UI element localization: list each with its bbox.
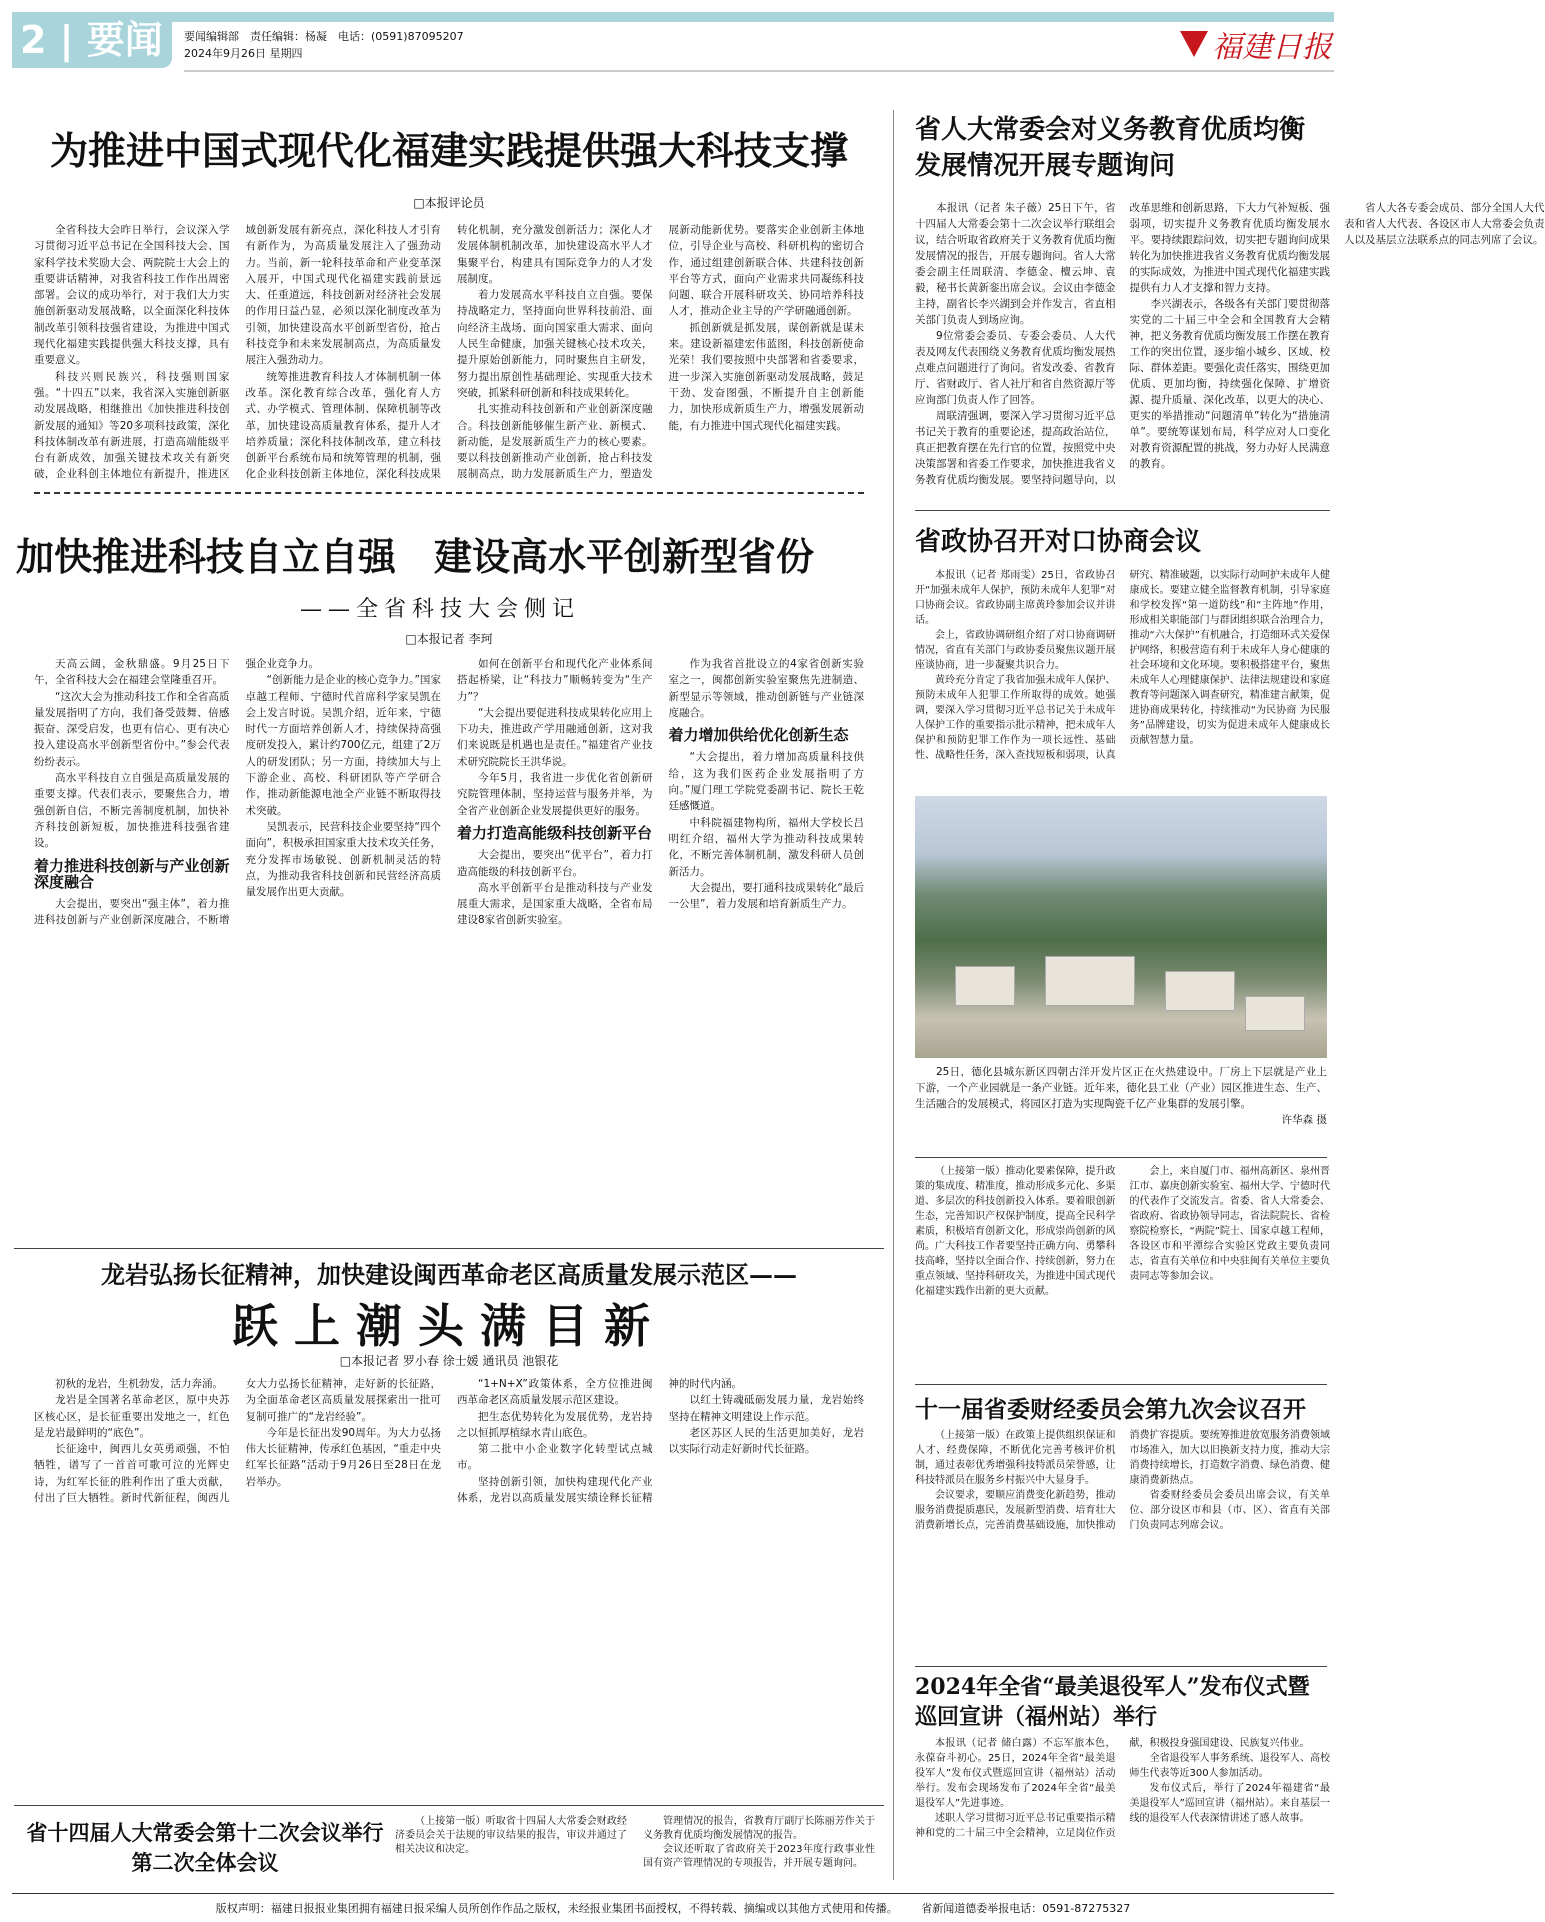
paragraph: （上接第一版）在政策上提供组织保证和人才、经费保障，不断优化完善考核评价机制，通过表彰优秀增强科技特派员荣誉感，让科技特派员在服务乡村振兴中大显身手。 [915, 1430, 1116, 1486]
paragraph: 会上，省政协调研组介绍了对口协商调研情况，省直有关部门与政协委员聚焦议题开展座谈协商，进一步凝聚共识合力。 [915, 630, 1116, 671]
article1-byline: □本报评论员 [413, 196, 485, 210]
paragraph: 全省退役军人事务系统、退役军人、高校师生代表等近300人参加活动。 [1129, 1753, 1330, 1779]
paragraph: 周联清强调，要深入学习贯彻习近平总书记关于教育的重要论述，提高政治站位，真正把教育摆在先行官的位置，按照党中央决策部署和省委工作要求，加快推进我省义务教育优质均衡发展。要坚持问题导向，以改革思维和创新思路，下大力气补短板、强弱项，切实提升义务教育优质均衡发展水平。要持续跟踪问效，切实把专题询问成果转化为加快推进我省义务教育优质均衡发展的实际成效，为推进中国式现代化福建实践提供有力人才支撑和智力支持。 [915, 202, 1330, 486]
divider [915, 1666, 1327, 1667]
photo-credit: 许华森 摄 [1281, 1114, 1327, 1126]
paragraph: “这次大会为推动科技工作和全省高质量发展指明了方向，我们备受鼓舞、倍感振奋、深受启发，也更有信心、更有决心投入建设高水平创新型省份中。”参会代表纷纷表示。 [34, 690, 230, 768]
page-section-tab: 2 | 要闻 [12, 12, 172, 68]
r3-body [915, 1428, 1330, 1660]
paragraph: 高水平科技自立自强是高质量发展的重要支撑。代表们表示，要聚焦合力，增强创新自信，不断完善制度机制，加快补齐科技创新短板，加快推进科技强省建设。 [34, 772, 230, 850]
paragraph: “大会提出，着力增加高质量科技供给，这为我们医药企业发展指明了方向。”厦门理工学院党委副书记、院长王乾廷感慨道。 [668, 751, 864, 813]
paragraph: 黄玲充分肯定了我省加强未成年人保护、预防未成年人犯罪工作所取得的成效。她强调，要深入学习贯彻习近平总书记关于未成年人保护工作的重要指示批示精神，把未成年人保护和预防犯罪工作作为一项长远性、基础性、战略性任务，深入查找短板和弱项，认真研究、精准破题，以实际行动呵护未成年人健康成长。要建立健全监督教育机制，引导家庭和学校发挥“第一道防线”和“主阵地”作用，形成相关职能部门与群团组织联合治理合力，推动“六大保护”有机融合，打造细环式关爱保护网络，积极营造有利于未成年人身心健康的社会环境和文化环境。要积极搭建平台，聚焦未成年人心理健康保护、法律法规建设和家庭教育等问题深入调查研究，精准建言献策，促进协商成果转化，持续推动“为民协商 为民服务”品牌建设，切实为促进未成年人健康成长贡献智慧力量。 [915, 570, 1330, 761]
paragraph: 天高云阔，金秋鼎盛。9月25日下午，全省科技大会在福建会堂隆重召开。 [34, 658, 230, 687]
section-name: 要闻 [86, 18, 163, 62]
paragraph: （上接第一版）听取省十四届人大常委会财政经济委员会关于法规的审议结果的报告，审议并通过了相关决议和决定。 [395, 1816, 627, 1855]
continued-article-body [915, 1164, 1330, 1374]
paragraph: 9位常委会委员、专委会委员、人大代表及网友代表围绕义务教育优质均衡发展热点难点问题进行了询问。省发改委、省教育厅、省财政厅、省人社厅和省自然资源厅等应询部门负责人作了回答。 [915, 330, 1116, 406]
paragraph: 中科院福建物构所，福州大学校长吕明红介绍，福州大学为推动科技成果转化，不断完善体制机制，激发科研人员创新活力。 [668, 816, 864, 878]
article3-headline: 跃上潮头满目新 [232, 1299, 666, 1353]
divider [14, 1248, 884, 1249]
paragraph: 作为我省首批设立的4家省创新实验室之一，闽都创新实验室聚焦先进制造、新型显示等领域，推动创新链与产业链深度融合。 [668, 658, 864, 719]
paragraph: 管理情况的报告，省教育厅副厅长陈丽芳作关于义务教育优质均衡发展情况的报告。 [643, 1816, 875, 1841]
paragraph: 初秋的龙岩，生机勃发，活力奔涌。 [55, 1378, 223, 1390]
article4-body [395, 1815, 875, 1887]
paragraph: “1+N+X”政策体系，全方位推进闽西革命老区高质量发展示范区建设。 [457, 1378, 653, 1407]
paragraph: 今年是长征出发90周年。为大力弘扬伟大长征精神，传承红色基因，“重走中央红军长征路”活动于9月26日至28日在龙岩举办。 [245, 1426, 441, 1488]
r4-body [915, 1736, 1330, 1886]
divider [14, 1805, 884, 1806]
paragraph: 今年5月，我省进一步优化省创新研究院管理体制，坚持运营与服务并举，为全省产业创新企业发展提供更好的服务。 [457, 772, 653, 817]
paragraph: 抓创新就是抓发展，谋创新就是谋未来。建设新福建宏伟蓝图，科技创新使命光荣！我们要按照中央部署和省委要求，进一步深入实施创新驱动发展战略，鼓足干劲、发奋图强，不断提升自主创新能力，加快形成新质生产力，增强发展新动能，有力推进中国式现代化福建实践。 [668, 321, 864, 432]
paragraph: 发布仪式后，举行了2024年福建省“最美退役军人”巡回宣讲（福州站）。来自基层一线的退役军人代表深情讲述了感人故事。 [1129, 1783, 1330, 1824]
news-photo-construction-site [915, 796, 1327, 1058]
r3-headline: 十一届省委财经委员会第九次会议召开 [915, 1396, 1306, 1423]
paragraph: 大会提出，要突出“优平台”，着力打造高能级的科技创新平台。 [457, 849, 653, 878]
article3-kicker: 龙岩弘扬长征精神，加快建设闽西革命老区高质量发展示范区—— [101, 1260, 797, 1289]
article4-headline: 省十四届人大常委会第十二次会议举行第二次全体会议 [26, 1820, 384, 1875]
paragraph: 本报讯（记者 储白露）不忘军旅本色，永葆奋斗初心。25日，2024年全省“最美退役军人”发布仪式暨巡回宣讲（福州站）活动举行。发布会现场发布了2024年全省“最美退役军人”先进事迹。 [915, 1738, 1116, 1809]
article2-subtitle: ——全省科技大会侧记 [300, 597, 581, 622]
paragraph: （上接第一版）推动化要素保障，提升政策的集成度、精准度，推动形成多元化、多渠道、多层次的科技创新投入体系。要着眼创新生态，完善知识产权保护制度，提高全民科学素质，积极培育创新文化，形成崇尚创新的风尚。广大科技工作者要坚持正确方向、勇攀科技高峰，坚持以全面合作、持续创新，努力在重点领域、坚持科研攻关，为推进中国式现代化福建实践作出新的更大贡献。 [915, 1166, 1116, 1297]
article2-headline: 加快推进科技自立自强 建设高水平创新型省份 [16, 535, 815, 579]
dashed-divider [34, 492, 864, 494]
article1-headline: 为推进中国式现代化福建实践提供强大科技支撑 [49, 129, 848, 173]
paragraph: 大会提出，要打通科技成果转化“最后一公里”，着力发展和培育新质生产力。 [668, 881, 864, 911]
issue-date: 2024年9月26日 星期四 [184, 47, 303, 60]
article2-byline: □本报记者 李珂 [405, 632, 493, 646]
paragraph: 吴凯表示，民营科技企业要坚持“四个面向”，积极承担国家重大技术攻关任务，充分发挥市场敏锐、创新机制灵活的特点，为推动我省科技创新和民营经济高质量发展作出更大贡献。 [245, 820, 441, 899]
paragraph: 全省科技大会昨日举行，会议深入学习贯彻习近平总书记在全国科技大会、国家科学技术奖励大会、两院院士大会上的重要讲话精神，对我省科技工作作出周密部署。会议的成功举行，对于我们大力实施创新驱动发展战略，以全面深化科技体制改革引领科技强省建设，为推进中国式现代化福建实践提供强大科技支撑，具有重要意义。 [34, 224, 230, 367]
r2-headline: 省政协召开对口协商会议 [915, 527, 1202, 557]
paragraph: 如何在创新平台和现代化产业体系间搭起桥梁，让“科技力”顺畅转变为“生产力”？ [457, 658, 653, 703]
paragraph: 会上，来自厦门市、福州高新区、泉州晋江市、嘉庚创新实验室、福州大学、宁德时代的代表作了交流发言。省委、省人大常委会、省政府、省政协领导同志，省法院院长、省检察院检察长，“两院”院士、国家卓越工程师，各设区市和平潭综合实验区党政主要负责同志，省直有关单位和中央驻闽有关单位主要负责同志等参加会议。 [1129, 1166, 1330, 1282]
paragraph: 龙岩是全国著名革命老区，原中央苏区核心区，是长征重要出发地之一，红色是龙岩最鲜明的“底色”。 [34, 1394, 230, 1439]
divider [915, 1384, 1327, 1385]
paragraph: 大会提出，要突出“强主体”，着力推进科技创新与产业创新深度融合，不断增强企业竞争力。 [34, 658, 319, 927]
paragraph: 本报讯（记者 郑雨雯）25日，省政协召开“加强未成年人保护，预防未成年人犯罪”对口协商会议。省政协副主席黄玲参加会议并讲话。 [915, 570, 1116, 626]
header-band [12, 12, 1334, 22]
paragraph: “创新能力是企业的核心竞争力。”国家卓越工程师、宁德时代首席科学家吴凯在会上发言时说。吴凯介绍，近年来，宁德时代一方面培养创新人才，持续保持高强度研发投入，累计约700亿元，组建了2万人的研发团队；另一方面，持续加大与上下游企业、高校、科研团队等产学研合作，推动新能源电池全产业链不断取得技术突破。 [245, 674, 441, 817]
paragraph: 科技兴则民族兴，科技强则国家强。“十四五”以来，我省深入实施创新驱动发展战略，相继推出《加快推进科技创新发展的通知》等20多项科技政策，深化科技体制改革有新进展，打造高端能级平台有新成效，加强关键技术攻关有新突破，企业科创主体地位有新提升，推进区域创新发展有新亮点，深化科技人才引育有新作为，为高质量发展注入了强劲动力。当前，新一轮科技革命和产业变革深入展开，中国式现代化福建实践前景远大、任重道远，科技创新对经济社会发展的作用日益凸显，必须以深化制度改革为引领，加快建设高水平创新型省份，抢占科技竞争和未来发展制高点，为高质量发展注入强劲动力。 [34, 224, 441, 481]
paragraph: 着力发展高水平科技自立自强。要保持战略定力，坚持面向世界科技前沿、面向经济主战场、面向国家重大需求、面向人民生命健康，加强关键核心技术攻关，提升原始创新能力，同时聚焦自主研发，努力提出原创性基础理论、实现重大技术突破，抓紧科研创新和科技成果转化。 [457, 289, 653, 399]
header-meta [184, 28, 464, 62]
paragraph: 李兴湖表示，各级各有关部门要贯彻落实党的二十届三中全会和全国教育大会精神，把义务教育优质均衡发展工作摆在教育工作的突出位置，逐步缩小城乡、区域、校际、群体差距。要强化责任落实，围绕更加优质、更加均衡，持续强化保障、扩增资源、提升质量、深化改革，以更大的决心、更实的举措推动“问题清单”转化为“措施清单”。要统筹谋划布局，科学应对人口变化对教育资源配置的挑战，努力办好人民满意的教育。 [1129, 298, 1330, 470]
paragraph: 把生态优势转化为发展优势，龙岩持之以恒抓厚植绿水青山底色。 [457, 1410, 653, 1439]
paragraph: 省委财经委员会委员出席会议，有关单位、部分设区市和县（市、区）、省直有关部门负责同志列席会议。 [1129, 1490, 1330, 1531]
r2-body [915, 568, 1330, 790]
photo-caption: 25日，德化县城东新区四朝古洋开发片区正在火热建设中。厂房上下层就是产业上下游，一个产业园就是一条产业链。近年来，德化县工业（产业）园区推进生态、生产、生活融合的发展模式，将园区打造为实现陶瓷千亿产业集群的发展引擎。 许华森 摄 [915, 1066, 1327, 1126]
column-divider [893, 110, 894, 1880]
paragraph: “大会提出要促进科技成果转化应用上下功夫，推进政产学用融通创新，这对我们来说既是机遇也是责任。”福建省产业技术研究院院长王洪华说。 [457, 706, 653, 768]
subheading: 着力推进科技创新与产业创新深度融合 [34, 856, 230, 891]
paragraph: 本报讯（记者 朱子薇）25日下午，省十四届人大常委会第十二次会议举行联组会议，结合听取省政府关于义务教育优质均衡发展情况的报告，开展专题询问。省人大常委会副主任周联清、李德金、檀云坤、袁毅，秘书长黄新銮出席会议。会议由李德金主持，副省长李兴湖到会并作发言，省直相关部门负责人到场应询。 [915, 202, 1116, 326]
paragraph: 统筹推进教育科技人才体制机制一体改革。深化教育综合改革，强化育人方式、办学模式、管理体制、保障机制等改革，加快建设高质量教育体系，提升人才培养质量；深化科技体制改革，建立科技创新平台系统布局和统筹管理的机制，强化企业科技创新主体地位，深化科技成果转化机制，充分激发创新活力；深化人才发展体制机制改革，加快建设高水平人才集聚平台，构建具有国际竞争力的人才发展制度。 [245, 224, 653, 481]
paragraph: 省人大各专委会成员、部分全国人大代表和省人大代表、各设区市人大常委会负责人以及基层立法联系点的同志列席了会议。 [1344, 202, 1545, 246]
subheading: 着力打造高能级科技创新平台 [457, 823, 653, 842]
article1-body [34, 222, 864, 484]
logo-mark-icon [1180, 31, 1208, 57]
paragraph: 第二批中小企业数字化转型试点城市。 [457, 1443, 653, 1472]
paragraph: 述职人学习贯彻习近平总书记重要指示精神和党的二十届三中全会精神，立足岗位作贡献，积极投身强国建设、民族复兴伟业。 [915, 1738, 1310, 1839]
divider [915, 1157, 1327, 1158]
paragraph: 会议要求，要顺应消费变化新趋势，推动服务消费提质惠民，发展新型消费、培育壮大消费新增长点，完善消费基础设施，加快推动消费扩容提质。要统筹推进放宽服务消费领域市场准入，加大以旧换新支持力度，推动大宗消费持续增长，打造数字消费、绿色消费、健康消费新热点。 [915, 1430, 1330, 1531]
r1-body [915, 200, 1545, 496]
copyright-notice: 版权声明：福建日报报业集团拥有福建日报采编人员所创作作品之版权，未经报业集团书面授权，不得转载、摘编或以其他方式使用和传播。 [215, 1902, 898, 1915]
article3-body [34, 1376, 864, 1796]
paragraph: 坚持创新引领，加快构建现代化产业体系，龙岩以高质量发展实绩诠释长征精神的时代内涵。 [457, 1378, 742, 1505]
footer [0, 1900, 1346, 1916]
paragraph: 以红土铸魂砥砺发展力量，龙岩始终坚持在精神文明建设上作示范。 [668, 1394, 864, 1423]
footer-divider [12, 1893, 1334, 1894]
editors-line: 要闻编辑部 责任编辑：杨凝 电话：(0591)87095207 [184, 30, 464, 43]
paragraph: 扎实推动科技创新和产业创新深度融合。科技创新能够催生新产业、新模式、新动能，是发展新质生产力的核心要素。要以科技创新推动产业创新，抢占科技发展制高点，助力发展新质生产力，塑造发展新动能新优势。要落实企业创新主体地位，引导企业与高校、科研机构的密切合作，通过组建创新联合体、共建科技创新平台等方式，面向产业需求共同凝练科技问题、联合开展科研攻关、协同培养科技人才，推动企业主导的产学研融通创新。 [457, 224, 864, 481]
paragraph: 长征途中，闽西儿女英勇顽强，不怕牺牲，谱写了一首首可歌可泣的光辉史诗，为红军长征的胜利作出了重大贡献，付出了巨大牺牲。新时代新征程，闽西儿女大力弘扬长征精神，走好新的长征路，为全面革命老区高质量发展探索出一批可复制可推广的“龙岩经验”。 [34, 1378, 441, 1505]
report-hotline: 省新闻道德委举报电话：0591-87275327 [921, 1902, 1131, 1915]
article3-byline: □本报记者 罗小春 徐士媛 通讯员 池银花 [339, 1354, 559, 1368]
paragraph: 老区苏区人民的生活更加美好，龙岩以实际行动走好新时代长征路。 [668, 1426, 864, 1456]
paragraph: 会议还听取了省政府关于2023年度行政事业性国有资产管理情况的专项报告，并开展专题询问。 [643, 1844, 875, 1869]
newspaper-logo: 福建日报 [1180, 22, 1332, 66]
r1-headline: 省人大常委会对义务教育优质均衡发展情况开展专题询问 [915, 115, 1306, 181]
divider [915, 510, 1330, 511]
subheading: 着力增加供给优化创新生态 [668, 726, 849, 745]
r4-headline: 2024年全省“最美退役军人”发布仪式暨巡回宣讲（福州站）举行 [915, 1674, 1310, 1730]
article2-body [34, 656, 864, 1228]
paragraph: 高水平创新平台是推动科技与产业发展重大需求，是国家重大战略，全省布局建设8家省创新实验室。 [457, 881, 653, 927]
page-number: 2 [20, 18, 47, 62]
header-divider [184, 70, 1334, 72]
